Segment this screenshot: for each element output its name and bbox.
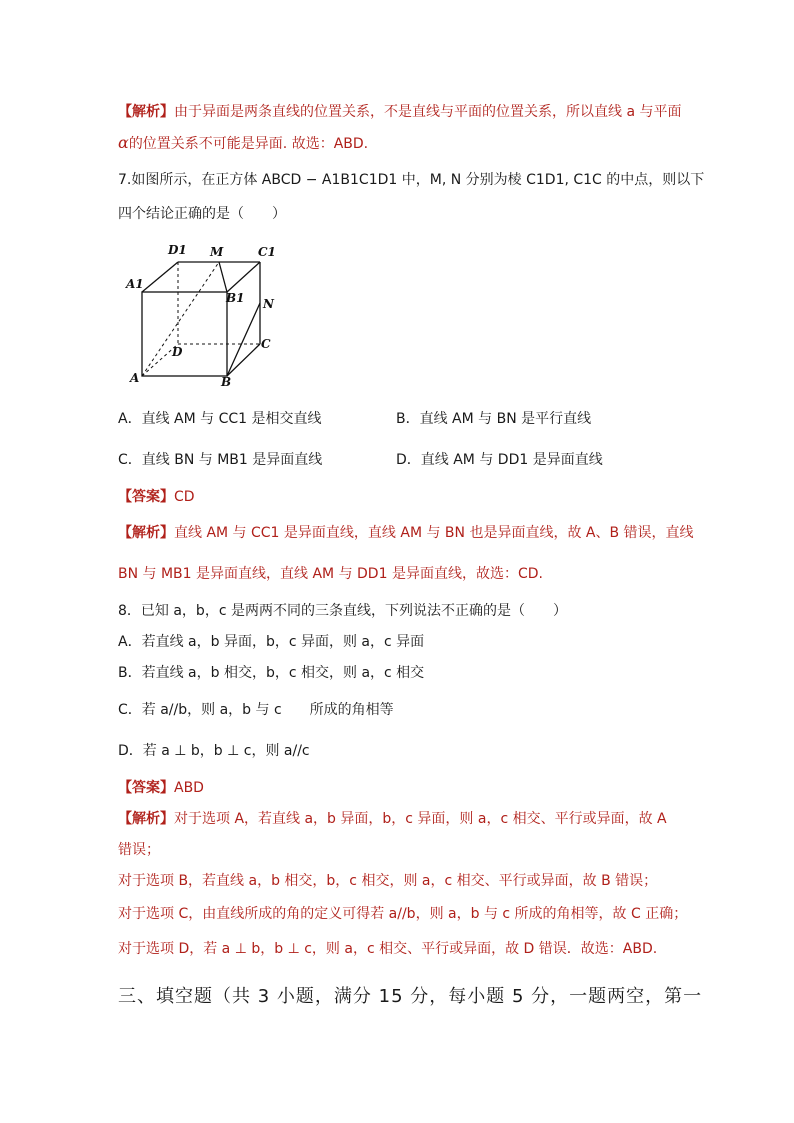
q7-option-b: B．直线 AM 与 BN 是平行直线 xyxy=(396,411,592,427)
q7-option-c: C．直线 BN 与 MB1 是异面直线 xyxy=(118,452,323,468)
label-C1: C1 xyxy=(258,245,276,259)
q8-analysis-line2: 错误； xyxy=(118,842,160,858)
q7-option-d: D．直线 AM 与 DD1 是异面直线 xyxy=(396,452,603,468)
q8-analysis-line3: 对于选项 B，若直线 a，b 相交，b，c 相交，则 a，c 相交、平行或异面，故 B 错误； xyxy=(118,873,658,889)
q8-analysis-line1: 【解析】对于选项 A，若直线 a，b 异面，b，c 异面，则 a，c 相交、平行或异面，故 A xyxy=(118,811,667,827)
section-3-heading: 三、填空题（共 3 小题，满分 15 分，每小题 5 分，一题两空，第一 xyxy=(118,986,703,1007)
q6-analysis-line2: α的位置关系不可能是异面. 故选：ABD. xyxy=(118,133,369,152)
q6-analysis-tag: 【解析】 xyxy=(118,104,174,120)
label-A1: A1 xyxy=(126,277,144,291)
label-C: C xyxy=(261,337,271,351)
q8-analysis-line5: 对于选项 D，若 a ⊥ b，b ⊥ c，则 a，c 相交、平行或异面，故 D 错误．故选：ABD. xyxy=(118,941,658,957)
q8-stem: 8．已知 a，b，c 是两两不同的三条直线，下列说法不正确的是（ ） xyxy=(118,603,567,619)
segment-MB1 xyxy=(219,262,227,292)
label-D: D xyxy=(172,345,183,359)
label-A: A xyxy=(130,371,140,385)
q7-option-a: A．直线 AM 与 CC1 是相交直线 xyxy=(118,411,322,427)
q8-option-d: D．若 a ⊥ b，b ⊥ c，则 a//c xyxy=(118,743,310,759)
q8-option-c: C．若 a//b，则 a，b 与 c 所成的角相等 xyxy=(118,702,394,718)
q8-answer: 【答案】ABD xyxy=(118,780,204,796)
q8-option-b: B．若直线 a，b 相交，b，c 相交，则 a，c 相交 xyxy=(118,665,425,681)
cube-figure xyxy=(120,238,290,388)
q8-option-a: A．若直线 a，b 异面，b，c 异面，则 a，c 异面 xyxy=(118,634,425,650)
q6-analysis-line1: 【解析】由于异面是两条直线的位置关系，不是直线与平面的位置关系，所以直线 a 与平面 xyxy=(118,104,682,120)
label-N: N xyxy=(263,297,274,311)
q7-stem-line2: 四个结论正确的是（ ） xyxy=(118,206,286,222)
segment-BN xyxy=(227,303,260,376)
label-B1: B1 xyxy=(226,291,245,305)
cube-front-face xyxy=(142,292,227,376)
q8-analysis-line4: 对于选项 C，由直线所成的角的定义可得若 a//b，则 a，b 与 c 所成的角相等，故 C 正确； xyxy=(118,906,688,922)
q7-answer: 【答案】CD xyxy=(118,489,195,505)
q7-analysis-line2: BN 与 MB1 是异面直线，直线 AM 与 DD1 是异面直线，故选：CD. xyxy=(118,566,543,582)
q7-stem-line1: 7.如图所示，在正方体 ABCD − A1B1C1D1 中，M, N 分别为棱 C1D1, C1C 的中点，则以下 xyxy=(118,172,705,188)
q7-analysis-line1: 【解析】直线 AM 与 CC1 是异面直线，直线 AM 与 BN 也是异面直线，故 A、B 错误，直线 xyxy=(118,525,694,541)
label-M: M xyxy=(210,245,224,259)
label-D1: D1 xyxy=(168,243,187,257)
label-B: B xyxy=(221,375,232,388)
